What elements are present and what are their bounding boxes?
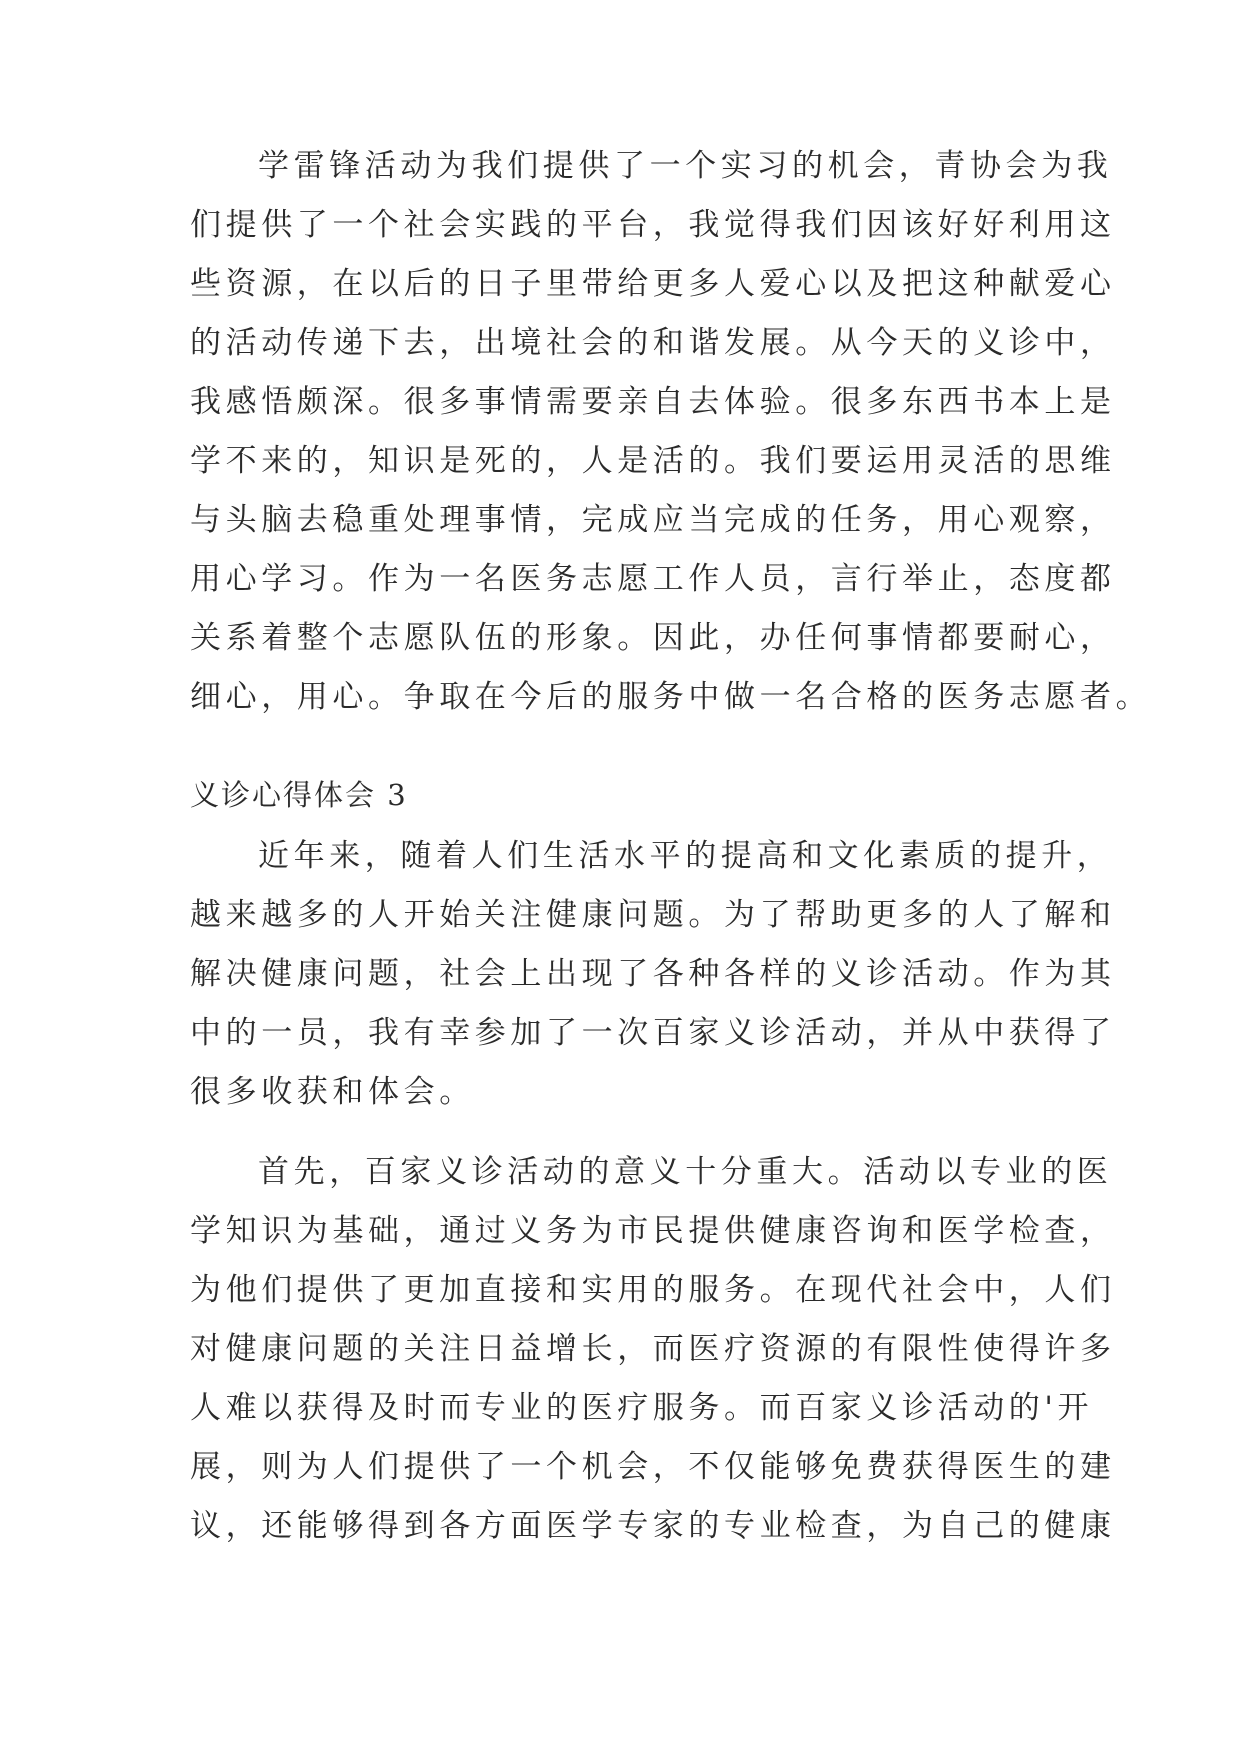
paragraph-line: 关系着整个志愿队伍的形象。因此，办任何事情都要耐心， [190, 620, 1116, 656]
paragraph-3 [190, 1143, 1116, 1556]
section-heading-block [190, 766, 1070, 825]
paragraph-line: 很多收获和体会。 [190, 1074, 475, 1110]
paragraph-line: 学知识为基础，通过义务为市民提供健康咨询和医学检查， [190, 1213, 1116, 1249]
paragraph-line: 解决健康问题，社会上出现了各种各样的义诊活动。作为其 [190, 956, 1116, 992]
paragraph-line: 的活动传递下去，出境社会的和谐发展。从今天的义诊中， [190, 325, 1116, 361]
paragraph-line: 为他们提供了更加直接和实用的服务。在现代社会中，人们 [190, 1272, 1116, 1308]
paragraph-line: 们提供了一个社会实践的平台，我觉得我们因该好好利用这 [190, 207, 1116, 243]
paragraph-line: 越来越多的人开始关注健康问题。为了帮助更多的人了解和 [190, 897, 1116, 933]
paragraph-line: 与头脑去稳重处理事情，完成应当完成的任务，用心观察， [190, 502, 1116, 538]
paragraph-line: 学雷锋活动为我们提供了一个实习的机会，青协会为我 [258, 148, 1113, 184]
paragraph-line: 首先，百家义诊活动的意义十分重大。活动以专业的医 [258, 1154, 1113, 1190]
paragraph-line: 用心学习。作为一名医务志愿工作人员，言行举止，态度都 [190, 561, 1116, 597]
paragraph-line: 中的一员，我有幸参加了一次百家义诊活动，并从中获得了 [190, 1015, 1116, 1051]
paragraph-line: 对健康问题的关注日益增长，而医疗资源的有限性使得许多 [190, 1331, 1116, 1367]
paragraph-2 [190, 827, 1116, 1122]
paragraph-line: 议，还能够得到各方面医学专家的专业检查，为自己的健康 [190, 1508, 1116, 1544]
paragraph-line: 近年来，随着人们生活水平的提高和文化素质的提升， [258, 838, 1113, 874]
paragraph-line: 人难以获得及时而专业的医疗服务。而百家义诊活动的'开 [190, 1390, 1094, 1426]
section-heading: 义诊心得体会 3 [190, 778, 408, 812]
paragraph-line: 细心，用心。争取在今后的服务中做一名合格的医务志愿者。 [190, 679, 1152, 715]
paragraph-1 [190, 137, 1152, 727]
paragraph-line: 展，则为人们提供了一个机会，不仅能够免费获得医生的建 [190, 1449, 1116, 1485]
paragraph-line: 我感悟颇深。很多事情需要亲自去体验。很多东西书本上是 [190, 384, 1116, 420]
paragraph-line: 学不来的，知识是死的，人是活的。我们要运用灵活的思维 [190, 443, 1116, 479]
paragraph-line: 些资源，在以后的日子里带给更多人爱心以及把这种献爱心 [190, 266, 1116, 302]
